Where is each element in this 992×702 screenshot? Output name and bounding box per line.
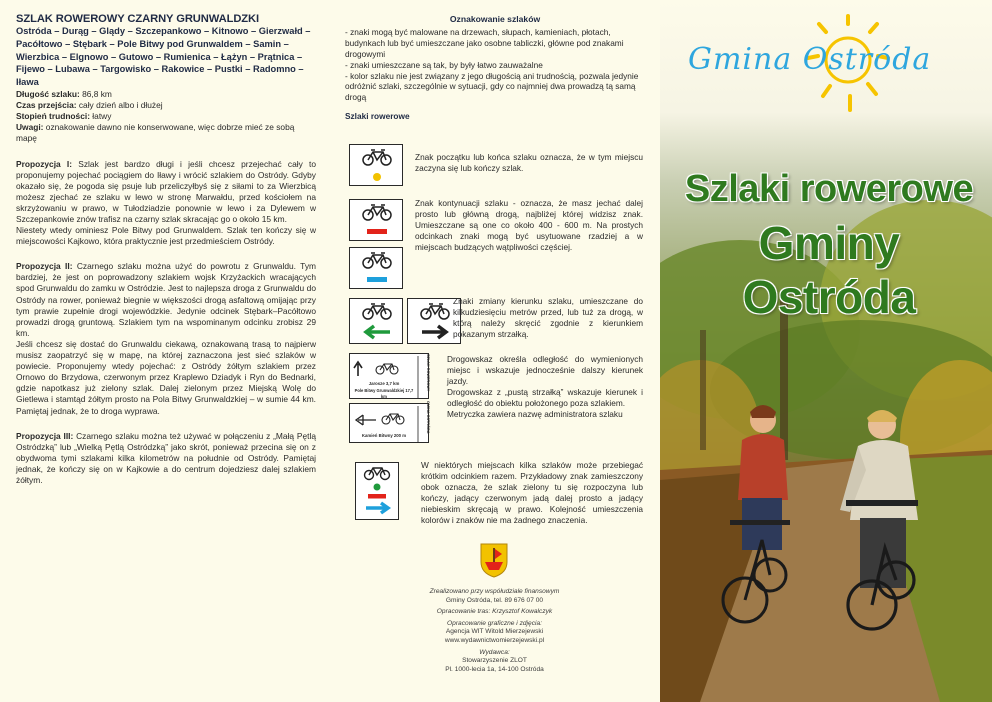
blue-right-arrow-icon [366, 503, 388, 513]
signpost-line2: Pole Bitwy Grunwaldzkiej 17,7 km [354, 388, 414, 399]
left-column [0, 0, 329, 702]
blue-bar-icon [367, 277, 387, 282]
proposal-1-text: Szlak jest bardzo długi i jeśli chcesz przejechać cały to proponujemy pojechać pociągiem do Iławy i wrócić szlakiem do Ostródy. Gdyby okazało się, że pogoda się psuje lub przeliczyłbyś się z siłami to za Wierzbicą możesz zjechać ze szlaku w lewo w stronę Marwałdu, przed kościołem na skrzyżowaniu w prawo, w Tułodziadzie ponownie w lewo i za Dylewem w Szczepankowie znów trafisz na czarny szlak skracając go o około 15 km. [16, 158, 316, 225]
sign-desc-combined: W niektórych miejscach kilka szlaków może przebiegać krótkim odcinkiem razem. Przykładowy znak zamieszczony obok oznacza, że szlak zielony tu się rozpoczyna lub kończy, jadący czerwonym jadą dalej prosto a jadący niebieskim skręcają w prawo. Kolejność umieszczenia kolorów i znaków nie ma żadnego znaczenia. [421, 460, 643, 525]
signpost-distance [349, 353, 429, 399]
marking-notes [345, 27, 645, 103]
proposal-2 [16, 261, 316, 416]
trail-facts [16, 89, 316, 144]
fact-label-notes: Uwagi: [16, 122, 44, 133]
bicycle-icon [350, 248, 404, 290]
credit-line: Wydawca: [479, 648, 510, 656]
cover-title-line1: Szlaki rowerowe [684, 168, 974, 210]
cover-panel [660, 0, 992, 702]
red-bar-icon [368, 494, 386, 499]
trail-title: SZLAK ROWEROWY CZARNY GRUNWALDZKI [16, 13, 260, 25]
credit-line: Pl. 1000-lecia 1a, 14-100 Ostróda [445, 665, 544, 673]
sign-desc-direction: Znaki zmiany kierunku szlaku, umieszczane do kilkudziesięciu metrów przed, lub tuż za drogą, w którą należy skręcić zgodnie z kierunkiem pokazanym strzałką. [453, 296, 643, 339]
credits-block [329, 588, 660, 674]
marking-note: - kolor szlaku nie jest związany z jego długością ani trudnością, pozwala jedynie odróżnić szlaki, szczególnie w sytuacji, gdy co najmniej dwa prowadzą tą samą drogą [345, 70, 639, 103]
credit-line: Opracowanie tras: Krzysztof Kowalczyk [436, 608, 553, 616]
marking-note: - znaki mogą być malowane na drzewach, słupach, kamieniach, płotach, budynkach lub być umieszczane jako osobne tabliczki, główne pod znakami drogowymi [345, 26, 624, 59]
middle-column [329, 0, 660, 702]
signpost-offtrail [349, 403, 429, 443]
marking-note: - znaki umieszczane są tak, by były łatwo zauważalne [345, 59, 543, 70]
credit-line: Gminy Ostróda, tel. 89 676 07 00 [445, 596, 544, 604]
cover-title-line2: Gminy Ostróda [742, 217, 916, 323]
fact-value-length: 86,8 km [79, 89, 112, 100]
signpost-line1: Kamień Bitwny 200 m [361, 433, 407, 438]
left-arrow-icon [366, 326, 390, 338]
coat-of-arms-icon [479, 542, 509, 578]
sign-desc-signpost: Drogowskaz określa odległość do wymienionych miejsc i wskazuje jednocześnie dalszy kierunek jazdy. Drogowskaz z „pustą strzałką” wskazuje kierunek i odległość do obiektu położonego poza szlakiem. Metryczka zawiera nazwę administratora szlaku [447, 354, 643, 419]
fact-value-notes: oznakowanie dawno nie konserwowane, więc dobrze mieć ze sobą mapę [16, 122, 295, 144]
trail-route: Ostróda – Durąg – Glądy – Szczepankowo – Kitnowo – Gierzwałd – Pacółtowo – Stębark – Pole Bitwy pod Grunwaldem – Samin – Wierzbica – Elgnowo – Gutowo – Rumienica – Łążyn – Prątnica – Fijewo – Lubawa – Targowisko – Rakowice – Pustki – Radomno – Iława [16, 26, 311, 88]
marking-heading: Oznakowanie szlaków [449, 14, 541, 24]
up-arrow-icon [354, 362, 362, 376]
credit-line: Stowarzyszenie ZLOT [462, 657, 527, 665]
proposal-3-label: Propozycja III: [16, 430, 74, 441]
proposal-1 [16, 159, 316, 248]
fact-value-time: cały dzień albo i dłużej [76, 100, 163, 111]
proposal-3 [16, 431, 316, 486]
signpost-side-label: SZLAK ROWEROWY [426, 354, 430, 392]
credit-line: Zrealizowano przy współudziale finansowym [429, 588, 560, 595]
yellow-dot-icon [373, 173, 381, 181]
proposal-2-extra: Jeśli chcesz się dostać do Grunwaldu ciekawą, oznakowaną trasą to najpierw musisz zaopatrzyć się w mapę, na której zaznaczona jest sieć szlaków w powiecie. Proponujemy wtedy pojechać: z Ostródy żółtym szlakiem przez Ornowo do Brzydowa, czerwonym przez Kraplewo Dziadyk i Ryn do Bednarki, gdzie napotkasz już zielony szlak. Dalej zielonym przez Miejską Wolę do Gietlewa i stamtąd żółtym prosto na Pola Bitwy Grunwaldzkiej – w sumie 44 km. Pamiętaj jednak, że to droga wyprawa. [16, 338, 316, 416]
proposal-1-extra: Niestety wtedy ominiesz Pole Bitwy pod Grunwaldem. Szlak ten kończy się w miejscowości Kajkowo, która praktycznie jest przedmieściem Ostródy. [16, 225, 316, 247]
credit-line: www.wydawnictwomierzejewski.pl [444, 636, 545, 644]
fact-label-length: Długość szlaku: [16, 89, 80, 100]
logo-text: Gmina Ostróda [688, 42, 932, 77]
turn-left-sign [349, 298, 403, 344]
sign-desc-continuation: Znak kontynuacji szlaku - oznacza, że masz jechać dalej prosto lub główną drogą, najbliżej której widzisz znak. Umieszczane są one co około 400 - 600 m. Na prostych odcinkach znaki mogą być usytuowane rzadziej a w miejscach budzących wątpliwości częściej. [415, 198, 643, 252]
sign-desc-start: Znak początku lub końca szlaku oznacza, że w tym miejscu zaczyna się lub kończy szlak. [415, 152, 643, 173]
proposal-3-text: Czarnego szlaku można też używać w połączeniu z „Małą Pętlą Ostródzką” lub „Wielką Pętlą Ostródzką” jako skrót, ponieważ przecina się on z obydwoma tymi szlakami kilka kilometrów na południe od Ostródy. Pamiętaj jednak, że kończy się on w Kajkowie a do centrum dojedziesz dalej szlakiem żółtym. [16, 430, 316, 485]
bike-trails-subheading: Szlaki rowerowe [345, 111, 410, 122]
credit-line: Opracowanie graficzne i zdjęcia: [447, 619, 542, 627]
green-dot-icon [374, 484, 381, 491]
signpost-line1: Jarosze 3,7 km [368, 381, 400, 386]
proposal-1-label: Propozycja I: [16, 158, 73, 169]
trail-continuation-sign-red [349, 199, 403, 241]
credit-line: Agencja WIT Witold Mierzejewski [445, 628, 544, 636]
red-bar-icon [367, 229, 387, 234]
empty-arrow-icon [356, 415, 376, 425]
trail-start-sign [349, 144, 403, 186]
fact-label-difficulty: Stopień trudności: [16, 111, 90, 122]
proposal-2-label: Propozycja II: [16, 261, 73, 272]
bicycle-icon [350, 200, 404, 242]
bicycle-icon [356, 463, 400, 521]
bicycle-icon [350, 299, 404, 345]
fact-label-time: Czas przejścia: [16, 100, 77, 111]
trail-continuation-sign-blue [349, 247, 403, 289]
signpost-side-label: GMINA OSTRÓDA [426, 401, 430, 434]
bicycle-icon [350, 145, 404, 187]
proposal-2-text: Czarnego szlaku można użyć do powrotu z Grunwaldu. Tym bardziej, że jest on poprowadzony szlakiem wojsk Krzyżackich wracających spod Grunwaldu do zamku w Ostródzie. Jest to najlepsza droga z Grunwaldu do Ostródy na rower, ponieważ biegnie w większości drogą asfaltową omijając przy tym prawie zupełnie drogi wojewódzkie. Jedynie odcinek Stębark–Pacółtowo prowadzi drogą gruntową. Szlakiem tym na wspominanym odcinku zrobisz 29 km. [16, 261, 316, 338]
right-arrow-icon [422, 326, 446, 338]
combined-trails-sign [355, 462, 399, 520]
fact-value-difficulty: łatwy [89, 111, 112, 122]
